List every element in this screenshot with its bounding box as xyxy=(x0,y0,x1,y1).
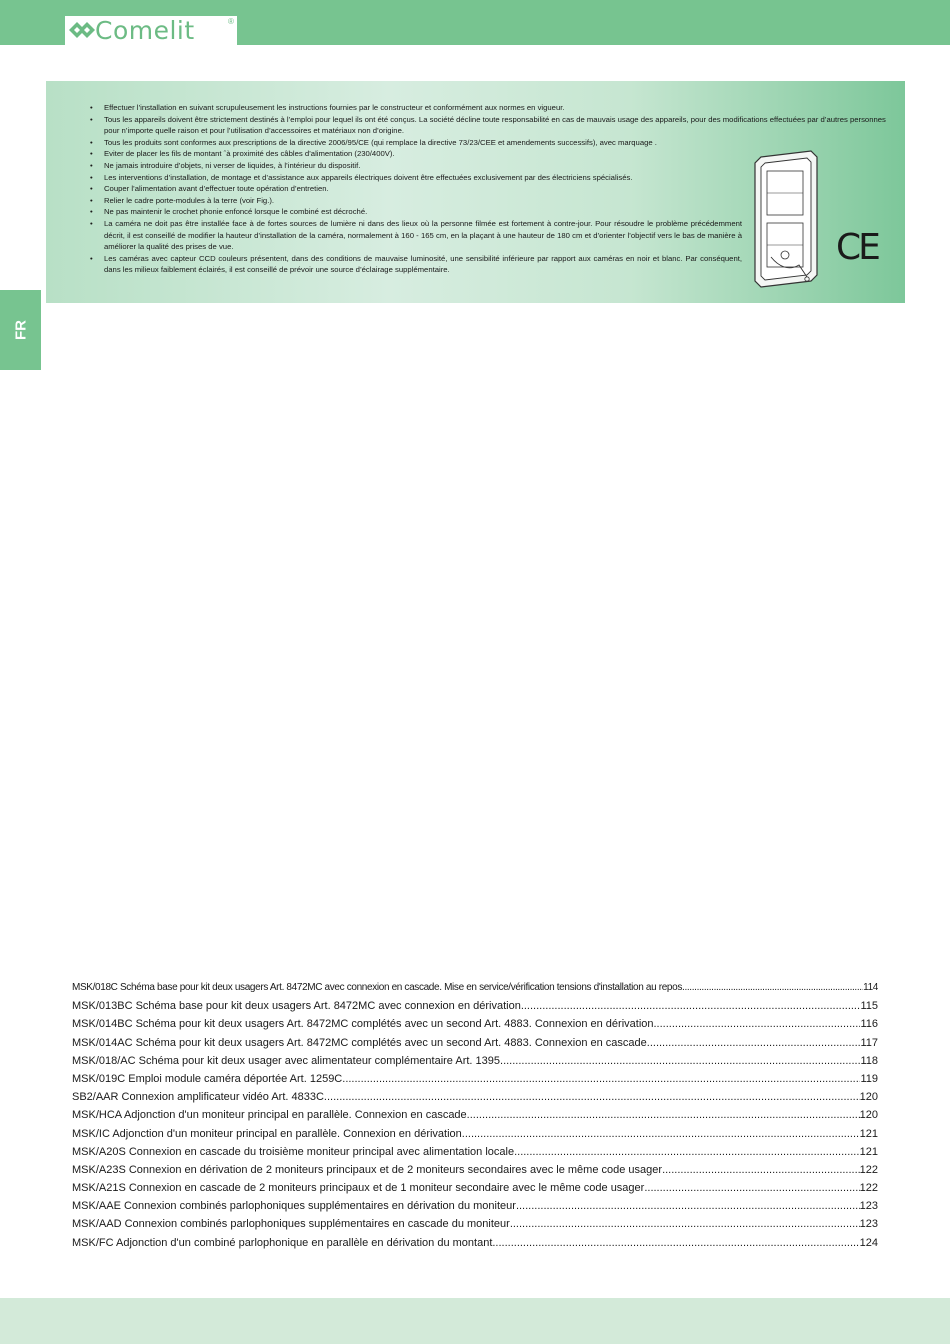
toc-title: MSK/FC Adjonction d'un combiné parlophonique en parallèle en dérivation du montant xyxy=(72,1236,493,1249)
brand-logo xyxy=(65,16,237,45)
warning-item: • Ne jamais introduire d’objets, ni verser de liquides, à l’intérieur du dispositif. xyxy=(90,160,890,172)
toc-entry[interactable] xyxy=(72,1237,878,1255)
toc-title: MSK/A20S Connexion en cascade du troisième moniteur principal avec alimentation locale xyxy=(72,1145,515,1158)
toc-leader xyxy=(500,1055,860,1067)
toc-page: 117 xyxy=(860,1036,878,1049)
warning-item: • Eviter de placer les fils de montant ˆà proximité des câbles d’alimentation (230/400V). xyxy=(90,148,890,160)
toc-entry[interactable] xyxy=(72,1073,878,1091)
toc-leader xyxy=(324,1091,860,1103)
logo-mark-icon xyxy=(69,20,95,40)
header-band xyxy=(0,0,950,45)
toc-page: 122 xyxy=(859,1182,878,1195)
toc-entry[interactable] xyxy=(72,1128,878,1146)
ce-mark: CE xyxy=(836,227,878,268)
warning-item: • Les caméras avec capteur CCD couleurs présentent, dans des conditions de mauvaise luminosité, une sensibilité inférieure par rapport aux caméras en noir et blanc. Par conséquent, dans les milieux faiblement éclairés, il est conseillé de prévoir une source d’éclairage supplémentaire. xyxy=(90,253,742,276)
toc-page: 121 xyxy=(859,1145,878,1158)
toc-title: MSK/014AC Schéma pour kit deux usagers Art. 8472MC complétés avec un second Art. 4883. Connexion en cascade. xyxy=(72,1036,650,1049)
toc-page: 122 xyxy=(859,1163,878,1176)
toc-entry[interactable] xyxy=(72,1218,878,1236)
toc-entry[interactable] xyxy=(72,1091,878,1109)
toc-page: 119 xyxy=(860,1072,878,1085)
footer-band xyxy=(0,1298,950,1344)
module-frame-illustration xyxy=(749,149,821,291)
toc-page: 123 xyxy=(859,1218,878,1231)
toc-page: 124 xyxy=(859,1236,878,1249)
toc-entry[interactable] xyxy=(72,1182,878,1200)
toc-title: MSK/014BC Schéma pour kit deux usagers Art. 8472MC complétés avec un second Art. 4883. Connexion en dérivation xyxy=(72,1018,654,1031)
toc-title: MSK/A21S Connexion en cascade de 2 moniteurs principaux et de 1 moniteur secondaire avec le même code usager xyxy=(72,1182,645,1195)
safety-warnings-panel xyxy=(46,81,905,303)
toc-entry[interactable] xyxy=(72,1055,878,1073)
toc-leader xyxy=(654,1018,861,1030)
toc-leader xyxy=(467,1109,860,1121)
toc-entry[interactable] xyxy=(72,1037,878,1055)
warning-item: • Effectuer l’installation en suivant scrupuleusement les instructions fournies par le constructeur et conformément aux normes en vigueur. xyxy=(90,102,890,114)
toc-leader xyxy=(521,1000,861,1012)
toc-title: SB2/AAR Connexion amplificateur vidéo Art. 4833C xyxy=(72,1091,324,1104)
toc-leader xyxy=(644,1182,859,1194)
toc-entry[interactable] xyxy=(72,1200,878,1218)
toc-title: MSK/018/AC Schéma pour kit deux usager avec alimentateur complémentaire Art. 1395 xyxy=(72,1054,501,1067)
toc-leader xyxy=(342,1073,860,1085)
toc-leader xyxy=(684,982,863,993)
brand-name: Comelit xyxy=(95,16,195,45)
toc-title: MSK/AAE Connexion combinés parlophoniques supplémentaires en dérivation du moniteur xyxy=(72,1200,516,1213)
toc-leader xyxy=(662,1164,860,1176)
warning-item: • Tous les appareils doivent être strictement destinés à l’emploi pour lequel ils ont été conçus. La société décline toute responsabilité en cas de mauvais usage des appareils, pour des modifications effectuées par d’autres personnes pour n’importe quelle raison et pour l’utilisation d’accessoires et matériaux non d’origine. xyxy=(90,114,890,137)
toc-entry[interactable] xyxy=(72,1109,878,1127)
toc-leader xyxy=(650,1037,861,1049)
toc-page: 120 xyxy=(859,1109,878,1122)
toc-title: MSK/A23S Connexion en dérivation de 2 moniteurs principaux et de 2 moniteurs secondaires avec le même code usager xyxy=(72,1163,663,1176)
toc-title: MSK/HCA Adjonction d'un moniteur principal en parallèle. Connexion en cascade xyxy=(72,1109,467,1122)
warning-item: • La caméra ne doit pas être installée face à de fortes sources de lumière ni dans des lieux où la personne filmée est fortement à contre-jour. Pour résoudre le problème précédemment décrit, il est conseillé de modifier la hauteur d’installation de la caméra, normalement à 160 - 165 cm, en la plaçant à une hauteur de 180 cm et d’orienter l’objectif vers le bas de manière à améliorer la qualité des prises de vue. xyxy=(90,218,742,253)
toc-page: 120 xyxy=(859,1091,878,1104)
toc-title: MSK/IC Adjonction d'un moniteur principal en parallèle. Connexion en dérivation xyxy=(72,1127,462,1140)
registered-mark: ® xyxy=(228,17,234,26)
toc-title: MSK/018C Schéma base pour kit deux usagers Art. 8472MC avec connexion en cascade. Mise en service/vérification tensions d'installation au repos. xyxy=(72,982,685,993)
toc-entry[interactable] xyxy=(72,1164,878,1182)
toc-entry[interactable] xyxy=(72,982,878,1000)
warning-item: • Les interventions d’installation, de montage et d’assistance aux appareils électriques doivent être effectuées exclusivement par des électriciens spécialisés. xyxy=(90,172,742,184)
toc-title: MSK/AAD Connexion combinés parlophoniques supplémentaires en cascade du moniteur xyxy=(72,1218,510,1231)
toc-leader xyxy=(462,1128,860,1140)
toc-title: MSK/013BC Schéma base pour kit deux usagers Art. 8472MC avec connexion en dérivation xyxy=(72,1000,521,1013)
language-tab-label: FR xyxy=(12,320,30,340)
toc-page: 115 xyxy=(860,1000,878,1013)
toc-leader xyxy=(510,1218,860,1230)
warning-item: • Relier le cadre porte-modules à la terre (voir Fig.). xyxy=(90,195,890,207)
toc-page: 116 xyxy=(860,1018,878,1031)
toc-entry[interactable] xyxy=(72,1018,878,1036)
warning-item: • Ne pas maintenir le crochet phonie enfoncé lorsque le combiné est décroché. xyxy=(90,206,890,218)
toc-page: 118 xyxy=(860,1054,878,1067)
table-of-contents xyxy=(72,982,878,1255)
warning-item: • Tous les produits sont conformes aux prescriptions de la directive 2006/95/CE (qui remplace la directive 73/23/CEE et amendements successifs), avec marquage . xyxy=(90,137,796,149)
warning-item: • Couper l’alimentation avant d’effectuer toute opération d’entretien. xyxy=(90,183,890,195)
toc-page: 121 xyxy=(859,1127,878,1140)
toc-leader xyxy=(492,1237,859,1249)
toc-page: 114 xyxy=(863,982,878,993)
toc-leader xyxy=(516,1200,860,1212)
toc-entry[interactable] xyxy=(72,1000,878,1018)
toc-page: 123 xyxy=(859,1200,878,1213)
toc-leader xyxy=(514,1146,860,1158)
toc-entry[interactable] xyxy=(72,1146,878,1164)
toc-title: MSK/019C Emploi module caméra déportée Art. 1259C xyxy=(72,1072,343,1085)
